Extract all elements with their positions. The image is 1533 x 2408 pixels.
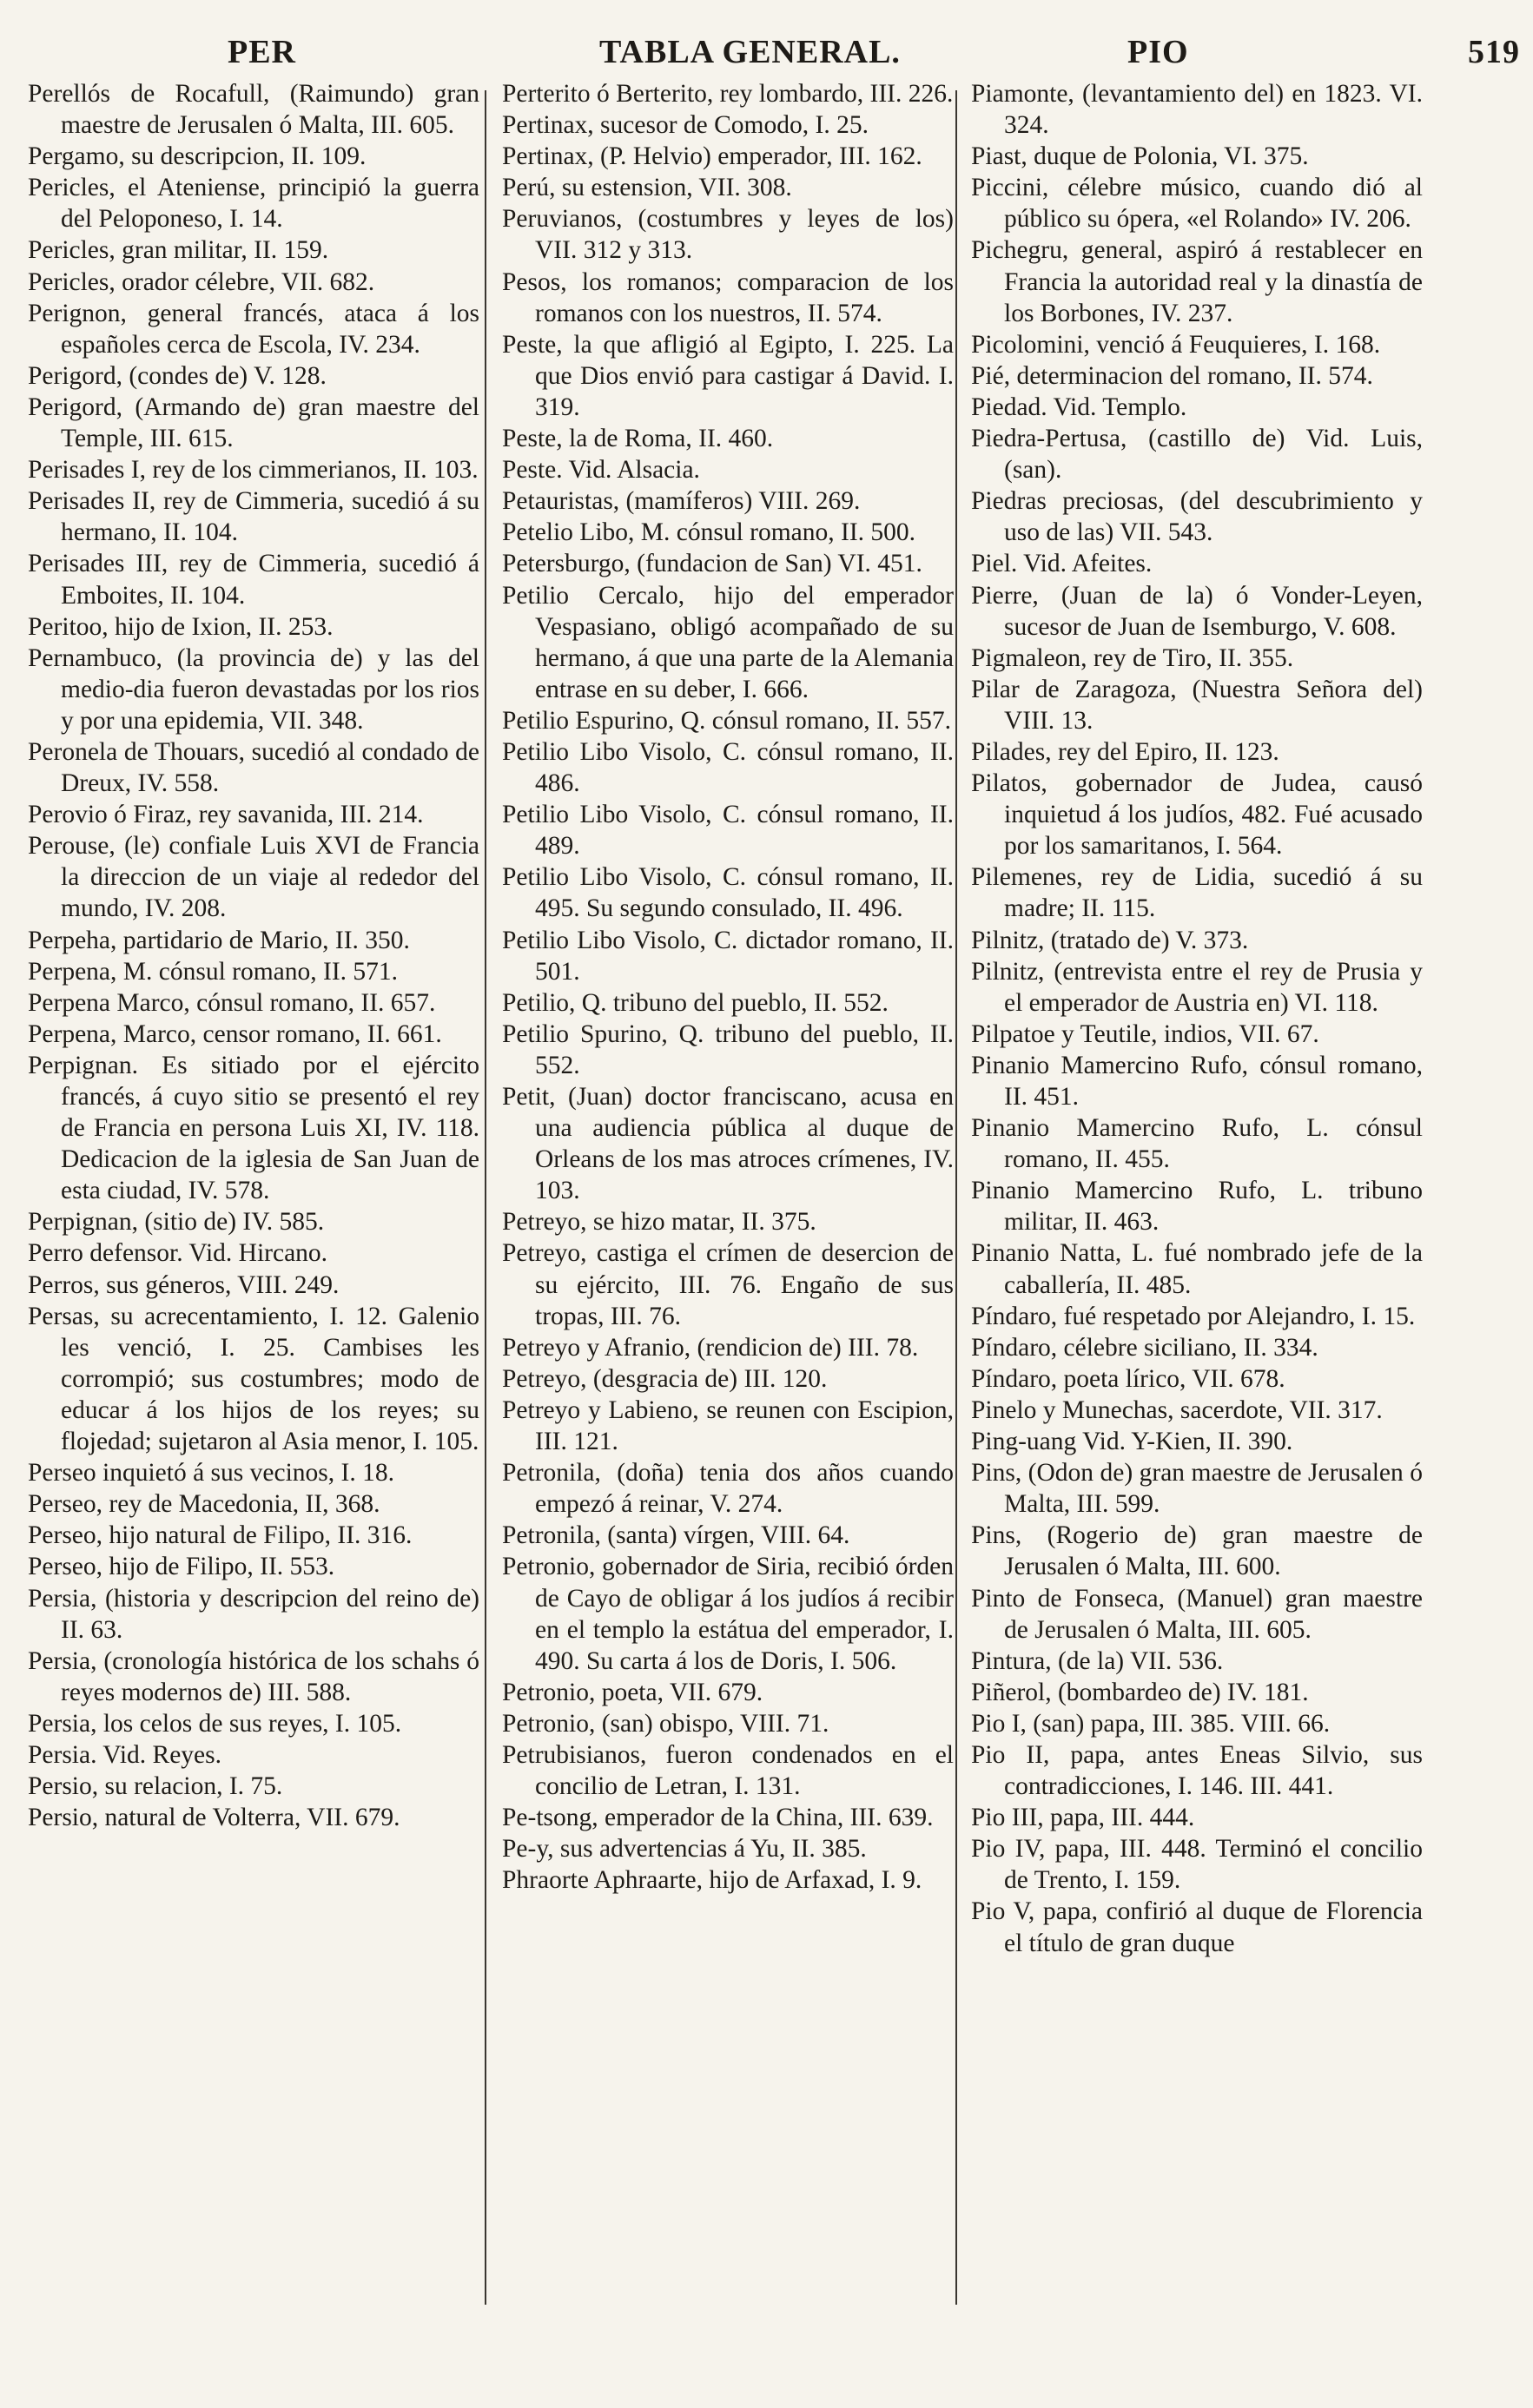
index-entry: Pio III, papa, III. 444. bbox=[971, 1804, 1195, 1832]
index-entry: Persia, (historia y descripcion del reino de) II. 63. bbox=[28, 1584, 479, 1644]
index-entry: Pe-tsong, emperador de la China, III. 639. bbox=[502, 1804, 934, 1832]
index-entry: Petreyo y Afranio, (rendicion de) III. 78. bbox=[502, 1333, 919, 1362]
column-rule bbox=[955, 90, 957, 2305]
index-entry: Petreyo, se hizo matar, II. 375. bbox=[502, 1208, 816, 1237]
index-entry: Petronio, (san) obispo, VIII. 71. bbox=[502, 1709, 829, 1738]
index-entry: Pierre, (Juan de la) ó Vonder-Leyen, sucesor de Juan de Isemburgo, V. 608. bbox=[971, 581, 1423, 641]
index-entry: Petilio, Q. tribuno del pueblo, II. 552. bbox=[502, 988, 889, 1017]
index-entry: Petronio, gobernador de Siria, recibió órden de Cayo de obligar á los judíos á recibir en el templo la estátua del emperador, I. 490. Su carta á los de Doris, I. 506. bbox=[502, 1553, 954, 1675]
index-entry: Perseo, hijo de Filipo, II. 553. bbox=[28, 1553, 335, 1581]
index-entry: Peronela de Thouars, sucedió al condado de Dreux, IV. 558. bbox=[28, 737, 479, 798]
index-entry: Piel. Vid. Afeites. bbox=[971, 550, 1153, 578]
index-entry: Perseo, rey de Macedonia, II, 368. bbox=[28, 1490, 380, 1519]
index-entry: Perpena, Marco, censor romano, II. 661. bbox=[28, 1019, 442, 1048]
index-entry: Piedad. Vid. Templo. bbox=[971, 393, 1187, 421]
index-entry: Petreyo, castiga el crímen de desercion de su ejército, III. 76. Engaño de sus tropas, III. 76. bbox=[502, 1239, 954, 1330]
index-entry: Perseo, hijo natural de Filipo, II. 316. bbox=[28, 1521, 413, 1550]
index-entry: Perouse, (le) confiale Luis XVI de Francia la direccion de un viaje al rededor del mundo, IV. 208. bbox=[28, 832, 479, 923]
index-column-1 bbox=[28, 78, 479, 1833]
index-entry: Píndaro, célebre siciliano, II. 334. bbox=[971, 1333, 1318, 1362]
index-entry: Petersburgo, (fundacion de San) VI. 451. bbox=[502, 550, 922, 578]
index-entry: Pins, (Rogerio de) gran maestre de Jerusalen ó Malta, III. 600. bbox=[971, 1521, 1423, 1581]
index-entry: Perpena, M. cónsul romano, II. 571. bbox=[28, 957, 399, 986]
index-entry: Pins, (Odon de) gran maestre de Jerusalen ó Malta, III. 599. bbox=[971, 1459, 1423, 1519]
index-entry: Piedras preciosas, (del descubrimiento y uso de las) VII. 543. bbox=[971, 487, 1423, 547]
index-column-3 bbox=[971, 78, 1423, 1959]
index-entry: Perpignan, (sitio de) IV. 585. bbox=[28, 1208, 325, 1237]
index-entry: Petilio Libo Visolo, C. cónsul romano, II. 495. Su segundo consulado, II. 496. bbox=[502, 863, 954, 923]
index-entry: Ping-uang Vid. Y-Kien, II. 390. bbox=[971, 1428, 1293, 1456]
index-entry: Pié, determinacion del romano, II. 574. bbox=[971, 361, 1373, 390]
index-entry: Pertinax, sucesor de Comodo, I. 25. bbox=[502, 111, 869, 140]
index-entry: Peste. Vid. Alsacia. bbox=[502, 456, 700, 485]
running-header-right: PIO bbox=[1127, 34, 1189, 70]
index-entry: Perro defensor. Vid. Hircano. bbox=[28, 1239, 328, 1268]
index-entry: Picolomini, venció á Feuquieres, I. 168. bbox=[971, 330, 1381, 359]
index-entry: Petit, (Juan) doctor franciscano, acusa en una audiencia pública al duque de Orleans de los mas atroces crímenes, IV. 103. bbox=[502, 1083, 954, 1205]
index-entry: Perignon, general francés, ataca á los españoles cerca de Escola, IV. 234. bbox=[28, 299, 479, 359]
index-entry: Pesos, los romanos; comparacion de los romanos con los nuestros, II. 574. bbox=[502, 267, 954, 327]
index-entry: Peritoo, hijo de Ixion, II. 253. bbox=[28, 612, 334, 641]
index-entry: Pichegru, general, aspiró á restablecer en Francia la autoridad real y la dinastía de los Borbones, IV. 237. bbox=[971, 236, 1423, 327]
index-entry: Pio II, papa, antes Eneas Silvio, sus contradicciones, I. 146. III. 441. bbox=[971, 1740, 1423, 1801]
index-entry: Petelio Libo, M. cónsul romano, II. 500. bbox=[502, 518, 916, 547]
index-entry: Pilatos, gobernador de Judea, causó inquietud á los judíos, 482. Fué acusado por los samaritanos, I. 564. bbox=[971, 769, 1423, 861]
index-entry: Petronio, poeta, VII. 679. bbox=[502, 1678, 763, 1706]
index-entry: Persia, los celos de sus reyes, I. 105. bbox=[28, 1709, 402, 1738]
index-entry: Pericles, el Ateniense, principió la guerra del Peloponeso, I. 14. bbox=[28, 174, 479, 234]
index-entry: Pinanio Mamercino Rufo, L. tribuno militar, II. 463. bbox=[971, 1177, 1423, 1237]
index-entry: Perú, su estension, VII. 308. bbox=[502, 174, 792, 202]
index-entry: Pertinax, (P. Helvio) emperador, III. 162. bbox=[502, 142, 922, 171]
index-entry: Petilio Libo Visolo, C. dictador romano, II. 501. bbox=[502, 926, 954, 986]
index-entry: Pinanio Natta, L. fué nombrado jefe de la caballería, II. 485. bbox=[971, 1239, 1423, 1299]
index-entry: Pergamo, su descripcion, II. 109. bbox=[28, 142, 367, 171]
page-number: 519 bbox=[1468, 34, 1520, 70]
index-entry: Petilio Cercalo, hijo del emperador Vespasiano, obligó acompañado de su hermano, á que una parte de la Alemania entrase en su deber, I. 666. bbox=[502, 581, 954, 703]
index-entry: Perpena Marco, cónsul romano, II. 657. bbox=[28, 988, 436, 1017]
index-entry: Pernambuco, (la provincia de) y las del medio-dia fueron devastadas por los rios y por una epidemia, VII. 348. bbox=[28, 643, 479, 735]
index-entry: Petilio Libo Visolo, C. cónsul romano, II. 489. bbox=[502, 801, 954, 861]
index-entry: Perovio ó Firaz, rey savanida, III. 214. bbox=[28, 801, 424, 829]
index-entry: Persia, (cronología histórica de los schahs ó reyes modernos de) III. 588. bbox=[28, 1646, 479, 1706]
index-entry: Pilemenes, rey de Lidia, sucedió á su madre; II. 115. bbox=[971, 863, 1423, 923]
index-entry: Pio I, (san) papa, III. 385. VIII. 66. bbox=[971, 1709, 1331, 1738]
index-entry: Píndaro, poeta lírico, VII. 678. bbox=[971, 1364, 1285, 1393]
index-entry: Peste, la que afligió al Egipto, I. 225. La que Dios envió para castigar á David. I. 319. bbox=[502, 330, 954, 421]
running-header-left: PER bbox=[228, 34, 296, 70]
index-entry: Piñerol, (bombardeo de) IV. 181. bbox=[971, 1678, 1309, 1706]
index-entry: Perellós de Rocafull, (Raimundo) gran maestre de Jerusalen ó Malta, III. 605. bbox=[28, 80, 479, 140]
index-entry: Persia. Vid. Reyes. bbox=[28, 1740, 222, 1769]
index-entry: Perseo inquietó á sus vecinos, I. 18. bbox=[28, 1459, 394, 1488]
index-entry: Perisades II, rey de Cimmeria, sucedió á su hermano, II. 104. bbox=[28, 487, 479, 547]
index-entry: Petreyo y Labieno, se reunen con Escipion, III. 121. bbox=[502, 1395, 954, 1456]
index-entry: Petreyo, (desgracia de) III. 120. bbox=[502, 1364, 828, 1393]
index-entry: Petilio Spurino, Q. tribuno del pueblo, II. 552. bbox=[502, 1019, 954, 1079]
index-entry: Pio V, papa, confirió al duque de Florencia el título de gran duque bbox=[971, 1897, 1423, 1957]
index-entry: Pilar de Zaragoza, (Nuestra Señora del) VIII. 13. bbox=[971, 675, 1423, 735]
index-entry: Pinelo y Munechas, sacerdote, VII. 317. bbox=[971, 1395, 1383, 1424]
index-entry: Pinto de Fonseca, (Manuel) gran maestre de Jerusalen ó Malta, III. 605. bbox=[971, 1584, 1423, 1644]
index-entry: Pilnitz, (tratado de) V. 373. bbox=[971, 926, 1249, 954]
index-entry: Petilio Espurino, Q. cónsul romano, II. 557. bbox=[502, 706, 952, 735]
index-entry: Pilpatoe y Teutile, indios, VII. 67. bbox=[971, 1019, 1319, 1048]
running-header-title: TABLA GENERAL. bbox=[599, 34, 901, 70]
index-entry: Perisades I, rey de los cimmerianos, II. 103. bbox=[28, 456, 479, 485]
index-entry: Petronila, (doña) tenia dos años cuando empezó á reinar, V. 274. bbox=[502, 1459, 954, 1519]
index-entry: Petauristas, (mamíferos) VIII. 269. bbox=[502, 487, 861, 516]
index-entry: Pinanio Mamercino Rufo, cónsul romano, II. 451. bbox=[971, 1051, 1423, 1111]
index-entry: Petrubisianos, fueron condenados en el concilio de Letran, I. 131. bbox=[502, 1740, 954, 1801]
index-entry: Perpeha, partidario de Mario, II. 350. bbox=[28, 926, 410, 954]
index-column-2 bbox=[502, 78, 954, 1896]
index-entry: Perros, sus géneros, VIII. 249. bbox=[28, 1270, 340, 1299]
index-entry: Persio, natural de Volterra, VII. 679. bbox=[28, 1804, 400, 1832]
index-entry: Petilio Libo Visolo, C. cónsul romano, II. 486. bbox=[502, 737, 954, 798]
index-entry: Pinanio Mamercino Rufo, L. cónsul romano, II. 455. bbox=[971, 1114, 1423, 1174]
index-entry: Pigmaleon, rey de Tiro, II. 355. bbox=[971, 643, 1294, 672]
index-entry: Petronila, (santa) vírgen, VIII. 64. bbox=[502, 1521, 850, 1550]
index-entry: Pericles, gran militar, II. 159. bbox=[28, 236, 329, 265]
index-entry: Pio IV, papa, III. 448. Terminó el concilio de Trento, I. 159. bbox=[971, 1835, 1423, 1895]
index-entry: Perpignan. Es sitiado por el ejército francés, á cuyo sitio se presentó el rey de Francia en persona Luis XI, IV. 118. Dedicacion de la iglesia de San Juan de esta ciudad, IV. 578. bbox=[28, 1051, 479, 1205]
index-entry: Pilnitz, (entrevista entre el rey de Prusia y el emperador de Austria en) VI. 118. bbox=[971, 957, 1423, 1017]
index-entry: Peruvianos, (costumbres y leyes de los) VII. 312 y 313. bbox=[502, 205, 954, 265]
index-entry: Persas, su acrecentamiento, I. 12. Galenio les venció, I. 25. Cambises les corrompió; sus costumbres; modo de educar á los hijos de los reyes; su flojedad; sujetaron al Asia menor, I. 105. bbox=[28, 1302, 479, 1456]
index-entry: Pintura, (de la) VII. 536. bbox=[971, 1646, 1224, 1675]
index-entry: Pilades, rey del Epiro, II. 123. bbox=[971, 737, 1279, 766]
index-entry: Piedra-Pertusa, (castillo de) Vid. Luis, (san). bbox=[971, 425, 1423, 485]
index-entry: Pe-y, sus advertencias á Yu, II. 385. bbox=[502, 1835, 867, 1864]
index-entry: Perigord, (condes de) V. 128. bbox=[28, 361, 327, 390]
index-entry: Phraorte Aphraarte, hijo de Arfaxad, I. 9. bbox=[502, 1866, 922, 1895]
index-entry: Perisades III, rey de Cimmeria, sucedió á Emboites, II. 104. bbox=[28, 550, 479, 610]
index-entry: Pericles, orador célebre, VII. 682. bbox=[28, 267, 375, 296]
index-entry: Persio, su relacion, I. 75. bbox=[28, 1772, 283, 1801]
index-entry: Piast, duque de Polonia, VI. 375. bbox=[971, 142, 1309, 171]
index-entry: Píndaro, fué respetado por Alejandro, I. 15. bbox=[971, 1302, 1416, 1330]
index-entry: Perterito ó Berterito, rey lombardo, III. 226. bbox=[502, 80, 954, 108]
index-entry: Piamonte, (levantamiento del) en 1823. VI. 324. bbox=[971, 80, 1423, 140]
index-entry: Peste, la de Roma, II. 460. bbox=[502, 425, 774, 453]
column-rule bbox=[485, 90, 486, 2305]
index-entry: Piccini, célebre músico, cuando dió al público su ópera, «el Rolando» IV. 206. bbox=[971, 174, 1423, 234]
index-entry: Perigord, (Armando de) gran maestre del Temple, III. 615. bbox=[28, 393, 479, 453]
